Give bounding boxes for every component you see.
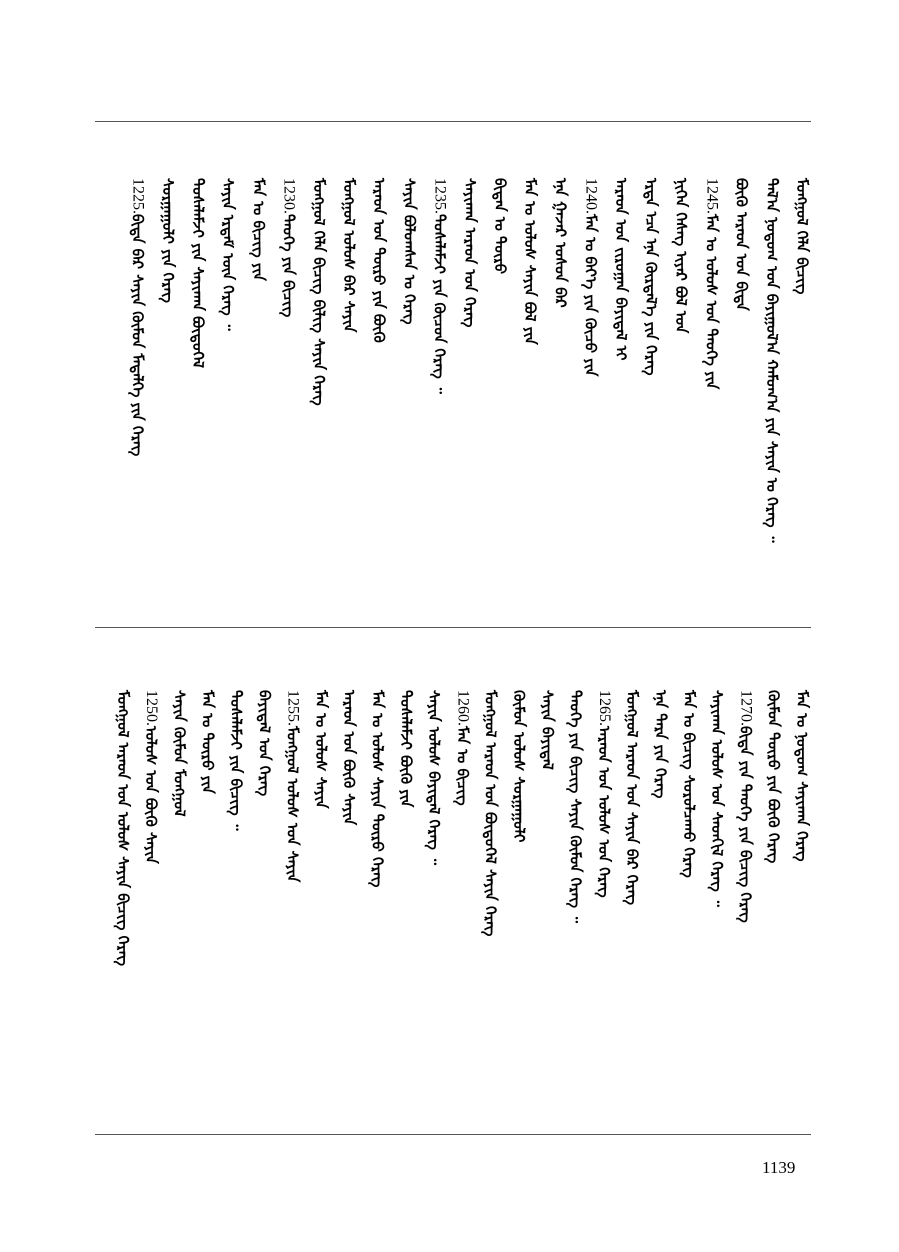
verse-line — [188, 178, 208, 368]
verse-text: ᠮᠠᠨ ᠤ ᠤᠯᠤᠰ ᠰᠠᠶᠢᠨ — [311, 690, 330, 809]
verse-line — [396, 690, 416, 807]
verse-line — [581, 178, 601, 376]
verse-line — [283, 690, 303, 882]
verse-line — [424, 690, 444, 865]
verse-text: ᠰᠠᠶᠢᠬᠠᠨ ᠤᠯᠤᠰ ᠤᠨ ᠰᠡᠳᠬᠢᠯ ᠬᠡᠷᠡᠭ ᠃ — [708, 690, 727, 907]
verse-text: ᠮᠠᠨ ᠤ ᠨᠤᠲᠤᠭ ᠰᠠᠶᠢᠬᠠᠨ ᠬᠡᠷᠡᠭ — [793, 690, 811, 862]
verse-text: ᠲᠤᠰᠠᠯᠠᠮᠵᠢ ᠶᠢᠨ ᠬᠦᠴᠦᠨ ᠬᠡᠷᠡᠭ ᠃ — [430, 214, 449, 394]
verse-text: ᠠᠷᠠᠳ ᠤᠨ ᠪᠦᠬᠦ ᠰᠠᠶᠢᠨ — [340, 690, 359, 826]
verse-line — [226, 690, 246, 831]
verse-line — [762, 178, 782, 543]
verse-text: ᠰᠠᠶᠢᠨ ᠪᠣᠯᠤᠭᠰᠠᠨ ᠤ ᠬᠡᠷᠡᠭ — [400, 178, 419, 325]
verse-text: ᠠᠷᠠᠳ ᠤᠨ ᠵᠢᠷᠤᠭᠠᠨ ᠪᠠᠶᠢᠳᠠᠯ ᠢ — [611, 178, 630, 361]
verse-text: ᠬᠦᠮᠦᠨ ᠲᠦᠷᠦ ᠶᠢᠨ ᠪᠦᠬᠦ ᠬᠡᠷᠡᠭ — [764, 690, 783, 864]
verse-line — [707, 690, 727, 907]
verse-text: ᠮᠣᠩᠭᠣᠯ ᠤᠯᠤᠰ ᠪᠠᠷ ᠰᠠᠶᠢᠨ — [340, 178, 358, 333]
verse-line — [594, 690, 614, 898]
verse-line — [735, 690, 755, 923]
verse-line — [792, 178, 812, 294]
verse-line — [792, 690, 812, 862]
verse-text: ᠡᠨᠡ ᠭᠠᠵᠠᠷ ᠤᠰᠤᠨ ᠪᠠᠷ — [551, 178, 570, 308]
verse-text: ᠤᠯᠤᠰ ᠤᠨ ᠪᠦᠬᠦ ᠰᠠᠶᠢᠨ — [142, 726, 161, 864]
verse-line — [651, 690, 671, 798]
verse-line — [399, 178, 419, 325]
verse-line — [641, 178, 661, 376]
verse-text: ᠡᠷᠲᠡ ᠡᠴᠡ ᠡᠨᠡ ᠬᠦᠷᠲᠡᠯ᠎ᠡ ᠶᠢᠨ ᠬᠡᠷᠡᠭ — [642, 178, 660, 376]
verse-text: ᠲᠤᠰᠠᠯᠠᠮᠵᠢ ᠪᠦᠬᠦ ᠶᠢᠨ — [396, 690, 415, 808]
verse-number: 1260. — [454, 690, 472, 726]
verse-text: ᠮᠠᠨ ᠤ ᠪᠢᠴᠢᠭ ᠰᠤᠷᠤᠯᠴᠠᠬᠤ ᠬᠡᠷᠡᠭ — [679, 690, 698, 878]
middle-rule — [95, 627, 811, 628]
verse-line — [430, 178, 450, 394]
verse-line — [732, 178, 752, 311]
verse-text: ᠲᠤᠰᠠᠯᠠᠮᠵᠢ ᠶᠢᠨ ᠪᠢᠴᠢᠭ ᠃ — [227, 690, 245, 831]
verse-text: ᠬᠦᠮᠦᠨ ᠤᠯᠤᠰ ᠰᠤᠷᠭᠠᠭᠤᠯᠢ — [510, 690, 528, 843]
verse-text: ᠮᠣᠩᠭᠣᠯ ᠬᠡᠯᠡ ᠪᠢᠴᠢᠭ ᠪᠢᠯᠢᠭ ᠰᠠᠶᠢᠨ ᠬᠡᠷᠡᠭ — [309, 178, 328, 406]
verse-line — [218, 178, 238, 331]
verse-line — [701, 178, 721, 389]
verse-text: ᠠᠷᠠᠳ ᠤᠨ ᠤᠯᠤᠰ ᠤᠨ ᠬᠡᠷᠡᠭ — [594, 726, 613, 898]
upper-verse-block — [0, 178, 899, 543]
verse-text: ᠮᠠᠨ ᠤ ᠤᠯᠤᠰ ᠰᠠᠶᠢᠨ ᠲᠦᠷᠦ ᠬᠡᠷᠡᠭ — [368, 690, 387, 888]
verse-text: ᠰᠠᠶᠢᠨ ᠡᠷᠳᠡᠮ ᠦᠨ ᠬᠡᠷᠡᠭ ᠃ — [219, 178, 238, 331]
verse-text: ᠰᠤᠷᠭᠠᠭᠤᠯᠢ ᠶᠢᠨ ᠬᠡᠷᠡᠭ — [158, 178, 177, 303]
verse-text: ᠮᠣᠩᠭᠣᠯ ᠬᠡᠯᠡ ᠪᠢᠴᠢᠭ — [793, 178, 811, 295]
verse-line — [369, 178, 389, 343]
verse-line — [520, 178, 540, 345]
bottom-rule — [95, 1134, 811, 1135]
verse-line — [279, 178, 299, 317]
verse-line — [158, 178, 178, 303]
verse-text: ᠡᠨᠡ ᠲᠡᠷᠡ ᠶᠢᠨ ᠬᠡᠷᠡᠭ — [651, 690, 670, 799]
top-rule — [95, 121, 811, 122]
verse-line — [113, 690, 133, 966]
verse-text: ᠮᠣᠩᠭᠣᠯ ᠠᠷᠠᠳ ᠤᠨ ᠰᠠᠶᠢᠨ ᠪᠠᠷ ᠬᠡᠷᠡᠭ — [623, 690, 642, 905]
verse-line — [679, 690, 699, 878]
verse-line — [490, 178, 510, 274]
verse-text: ᠮᠠᠨ ᠤ ᠪᠡᠶ᠎ᠡ ᠶᠢᠨ ᠬᠦᠴᠦ ᠶᠢᠨ — [581, 214, 600, 377]
verse-line — [368, 690, 388, 887]
verse-line — [339, 178, 359, 332]
verse-number: 1270. — [737, 690, 755, 726]
verse-text: ᠪᠢᠳᠡ ᠶᠢᠨ ᠲᠡᠦᠬᠡ ᠶᠢᠨ ᠪᠢᠴᠢᠭ ᠬᠡᠷᠡᠭ — [736, 726, 755, 923]
verse-number: 1245. — [703, 178, 721, 214]
verse-text: ᠮᠣᠩᠭᠣᠯ ᠤᠯᠤᠰ ᠤᠨ ᠰᠠᠶᠢᠨ — [283, 726, 302, 883]
verse-number: 1235. — [431, 178, 449, 214]
verse-line — [309, 178, 329, 406]
verse-line — [509, 690, 529, 842]
verse-text: ᠲᠡᠦᠬᠡ ᠶᠢᠨ ᠪᠢᠴᠢᠭ ᠰᠠᠶᠢᠨ ᠬᠦᠮᠦᠨ ᠬᠡᠷᠡᠭ ᠃ — [566, 690, 585, 924]
verse-line — [622, 690, 642, 905]
verse-line — [128, 178, 148, 456]
verse-line — [452, 690, 472, 806]
verse-line — [671, 178, 691, 333]
verse-text: ᠮᠣᠩᠭᠣᠯ ᠠᠷᠠᠳ ᠤᠨ ᠪᠦᠲᠦᠭᠡᠯ ᠰᠠᠶᠢᠨ ᠬᠡᠷᠡᠭ — [481, 690, 500, 937]
verse-text: ᠠᠷᠠᠳ ᠤᠨ ᠲᠦᠷᠦ ᠶᠢᠨ ᠪᠦᠬᠦ — [370, 178, 389, 343]
lower-verse-block — [0, 690, 899, 990]
verse-number: 1255. — [284, 690, 302, 726]
verse-line — [764, 690, 784, 863]
verse-line — [141, 690, 161, 864]
verse-number: 1230. — [280, 178, 298, 214]
verse-text: ᠲᠡᠦᠬᠡ ᠶᠢᠨ ᠪᠢᠴᠢᠭ — [279, 214, 298, 318]
verse-number: 1250. — [143, 690, 161, 726]
verse-line — [550, 178, 570, 308]
verse-line — [248, 178, 268, 281]
verse-number: 1225. — [129, 178, 147, 214]
verse-text: ᠪᠢᠳᠡ ᠪᠠᠷ ᠰᠠᠶᠢᠨ ᠬᠦᠮᠦᠨ ᠮᠡᠳᠡᠯᠭᠡ ᠶᠢᠨ ᠬᠡᠷᠡᠭ — [128, 214, 147, 457]
verse-text: ᠪᠢᠳᠡᠨ ᠤ ᠲᠦᠷᠦ — [491, 178, 509, 275]
verse-text: ᠮᠠᠨ ᠤ ᠤᠯᠤᠰ ᠰᠠᠶᠢᠨ ᠪᠣᠯ ᠶᠢᠨ — [521, 178, 540, 345]
verse-text: ᠮᠠᠨ ᠤ ᠪᠢᠴᠢᠭ — [453, 726, 472, 806]
verse-text: ᠮᠠᠨ ᠤ ᠤᠯᠤᠰ ᠤᠨ ᠲᠡᠦᠬᠡ ᠶᠢᠨ — [702, 214, 721, 390]
verse-number: 1240. — [582, 178, 600, 214]
verse-line — [611, 178, 631, 361]
verse-line — [339, 690, 359, 825]
verse-text: ᠮᠣᠩᠭᠣᠯ ᠠᠷᠠᠳ ᠤᠨ ᠤᠯᠤᠰ ᠰᠠᠶᠢᠨ ᠪᠢᠴᠢᠭ ᠬᠡᠷᠡᠭ — [113, 690, 132, 966]
verse-text: ᠰᠠᠶᠢᠬᠠᠨ ᠠᠷᠠᠳ ᠤᠨ ᠬᠡᠷᠡᠭ — [460, 178, 479, 328]
verse-line — [254, 690, 274, 796]
verse-line — [566, 690, 586, 923]
verse-line — [311, 690, 331, 809]
verse-text: ᠪᠠᠶᠢᠳᠠᠯ ᠤᠨ ᠬᠡᠷᠡᠭ — [255, 690, 274, 797]
verse-line — [481, 690, 501, 936]
verse-line — [169, 690, 189, 817]
verse-text: ᠮᠠᠨ ᠤ ᠲᠦᠷᠦ ᠶᠢᠨ — [198, 690, 217, 794]
page-number: 1139 — [762, 1158, 796, 1177]
verse-text: ᠪᠦᠬᠦ ᠠᠷᠠᠳ ᠤᠨ ᠪᠢᠳᠡ — [732, 178, 751, 311]
verse-text: ᠨᠢᠭᠡᠨ ᠬᠡᠰᠡᠭ ᠢᠶᠡᠷ ᠪᠣᠯ ᠤᠨ — [672, 178, 691, 334]
verse-line — [460, 178, 480, 327]
verse-text: ᠲᠠᠯ᠎ᠠ ᠨᠤᠲᠤᠭ ᠤᠨ ᠪᠠᠶᠢᠭᠤᠯ᠎ᠠ ᠬᠠᠮᠤᠭ᠎ᠠ ᠶᠢᠨ ᠰᠠᠶᠢᠨ ᠤ ᠬᠡᠷᠡᠭ ᠃ — [762, 178, 781, 543]
verse-text: ᠲᠤᠰᠠᠯᠠᠮᠵᠢ ᠶᠢᠨ ᠰᠠᠶᠢᠬᠠᠨ ᠪᠦᠲᠦᠭᠡᠯ — [189, 178, 207, 369]
verse-text: ᠰᠠᠶᠢᠨ ᠬᠦᠮᠦᠨ ᠮᠣᠩᠭᠣᠯ — [170, 690, 189, 817]
verse-line — [537, 690, 557, 770]
verse-text: ᠰᠠᠶᠢᠨ ᠤᠯᠤᠰ ᠪᠠᠶᠢᠳᠠᠯ ᠬᠡᠷᠡᠭ ᠃ — [425, 690, 444, 865]
verse-text: ᠮᠠᠨ ᠤ ᠪᠢᠴᠢᠭ ᠶᠢᠨ — [249, 178, 268, 281]
verse-text: ᠰᠠᠶᠢᠨ ᠪᠠᠶᠢᠳᠠᠯ — [538, 690, 557, 770]
verse-number: 1265. — [595, 690, 613, 726]
verse-line — [198, 690, 218, 794]
